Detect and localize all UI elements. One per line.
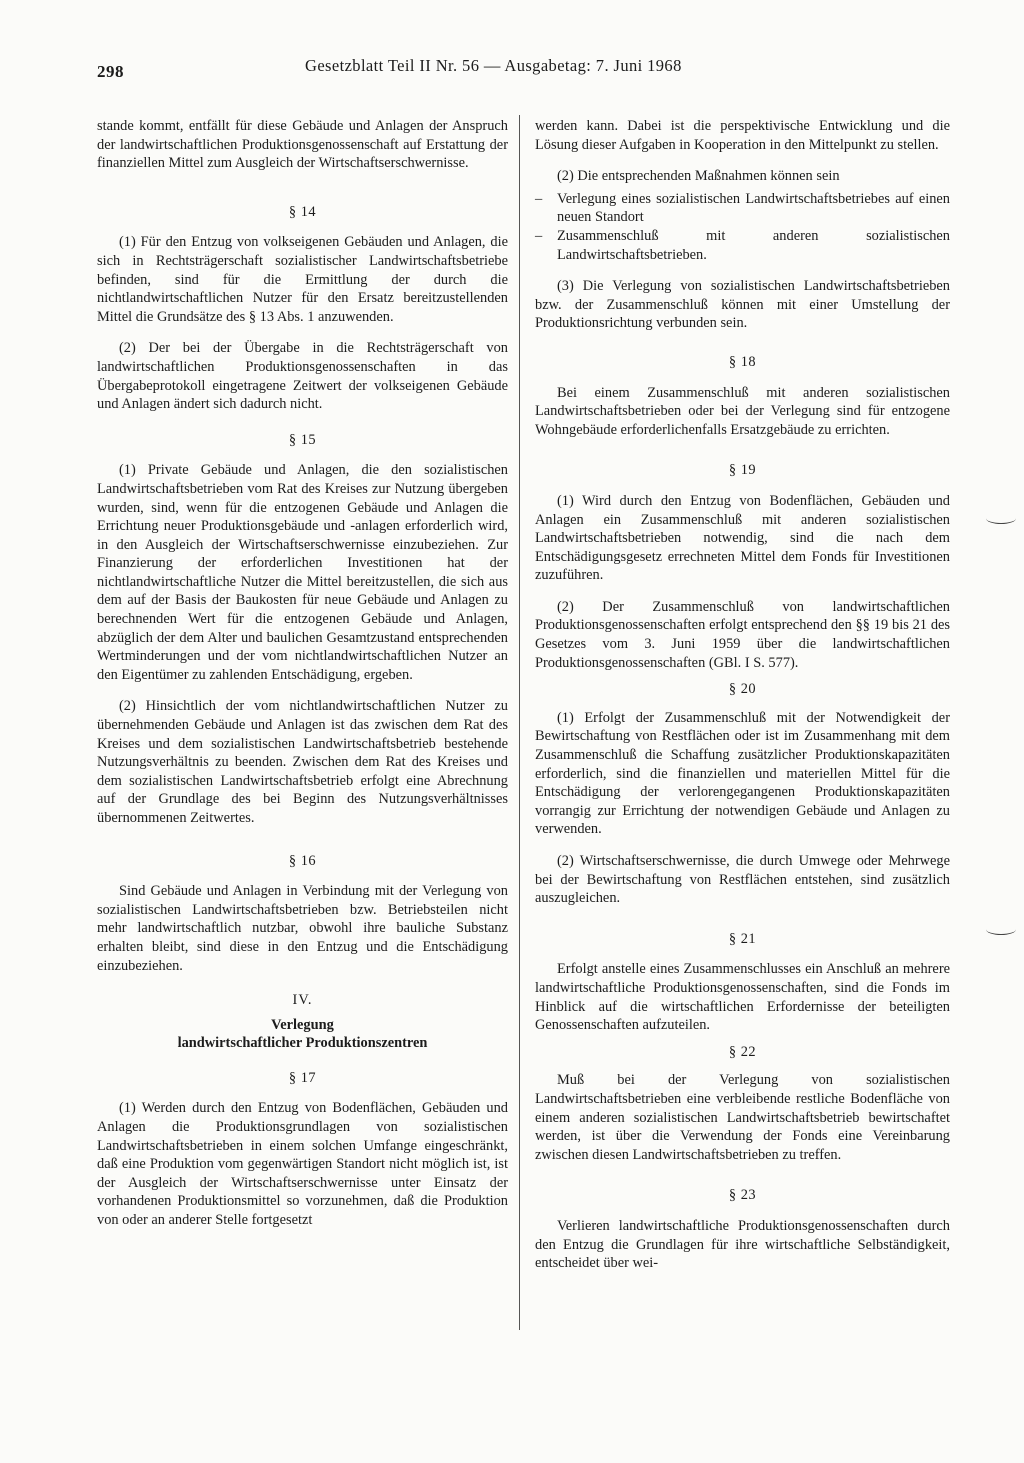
paragraph: (1) Werden durch den Entzug von Bodenflächen, Gebäuden und Anlagen die Produktionsgrundlagen von sozialistischen Landwirtschaftsbetrieben in einem solchen Umfange eingeschränkt, daß eine Produktion vom gegenwärtigen Standort nicht möglich ist, ist der Ausgleich der Wirtschaftserschwernisse unter Einsatz der vorhandenen Produktionsmittel so vorzunehmen, daß die Produktion von oder an anderer Stelle fortgesetzt xyxy=(97,1100,508,1228)
list-item: – Zusammenschluß mit anderen sozialistischen Landwirtschaftsbetrieben. xyxy=(535,227,950,264)
paragraph: Muß bei der Verlegung von sozialistischen Landwirtschaftsbetrieben eine verbleibende restliche Bodenfläche von einem anderen sozialistischen Landwirtschaftsbetrieb bewirtschaftet werden, ist über die Verwendung der Fonds eine Vereinbarung zwischen diesen Landwirtschaftsbetrieben zu treffen. xyxy=(535,1072,950,1163)
paragraph: (2) Der Zusammenschluß von landwirtschaftlichen Produktionsgenossenschaften erfolgt entsprechend den §§ 19 bis 21 des Gesetzes vom 3. Juni 1959 über die landwirtschaftlichen Produktionsgenossenschaften (GBl. I S. 577). xyxy=(535,598,950,671)
measures-list xyxy=(535,190,950,264)
section-heading-22: § 22 xyxy=(728,1043,757,1060)
paragraph: stande kommt, entfällt für diese Gebäude und Anlagen der Anspruch der landwirtschaftlichen Produktionsgenossenschaft auf Erstattung der finanziellen Mittel zum Ausgleich der Wirtschaftserschwernisse. xyxy=(97,118,508,172)
paragraph: (1) Private Gebäude und Anlagen, die den sozialistischen Landwirtschaftsbetrieben vom Rat des Kreises zur Nutzung übergeben wurden, sind, wenn für die entzogenen Gebäude und Anlagen die Errichtung neuer Produktionsgebäude und -anlagen erforderlich wird, in den Ausgleich der Wirtschaftserschwernisse einzubeziehen. Zur Finanzierung der erforderlichen Investitionen hat der nichtlandwirtschaftliche Nutzer die Mittel bereitzustellen, die sich aus dem auf der Basis der Baukosten für neue Gebäude und Anlagen zu berechnenden Wert für die entzogenen Gebäude und Anlagen, abzüglich der dem Alter und baulichen Gesamtzustand entsprechenden Wertminderungen und der vom nichtlandwirtschaftlichen Nutzer an den Eigentümer zu zahlenden Entschädigung, ergeben. xyxy=(97,462,508,683)
paragraph: (2) Der bei der Übergabe in die Rechtsträgerschaft von landwirtschaftlichen Produktionsgenossenschaften in das Übergabeprotokoll eingetragene Zeitwert der volkseigenen Gebäude und Anlagen ändert sich dadurch nicht. xyxy=(97,340,508,413)
paragraph: (1) Erfolgt der Zusammenschluß mit der Notwendigkeit der Bewirtschaftung von Restflächen oder ist im Zusammenhang mit dem Zusammenschluß die Schaffung zusätzlicher Produktionskapazitäten erforderlich, sind die finanziellen und materiellen Mittel für die Entschädigung der verlorengegangenen Produktionskapazitäten vorrangig zur Errichtung der notwendigen Gebäude und Anlagen zu verwenden. xyxy=(535,709,950,838)
paragraph: Sind Gebäude und Anlagen in Verbindung mit der Verlegung von sozialistischen Landwirtschaftsbetrieben bzw. Betriebsteilen nicht mehr landwirtschaftlich nutzbar, obwohl ihre bauliche Substanz erhalten bleibt, sind diese in den Entzug und die Entschädigung einzubeziehen. xyxy=(97,883,508,974)
section-heading-19: § 19 xyxy=(728,462,757,479)
paragraph: (1) Wird durch den Entzug von Bodenflächen, Gebäuden und Anlagen ein Zusammenschluß mit anderen sozialistischen Landwirtschaftsbetrieben notwendig, sind die nach dem Entschädigungsgesetz errechneten Mittel dem Fonds für Investitionen zuzuführen. xyxy=(535,492,950,584)
section-heading-18: § 18 xyxy=(728,353,757,370)
section-heading-23: § 23 xyxy=(728,1187,757,1204)
paragraph: (2) Wirtschaftserschwernisse, die durch Umwege oder Mehrwege bei der Bewirtschaftung von Restflächen entstehen, sind zusätzlich auszugleichen. xyxy=(535,853,950,907)
section-heading-20: § 20 xyxy=(728,681,757,698)
part-numeral: IV. xyxy=(292,992,313,1009)
paragraph: Erfolgt anstelle eines Zusammenschlusses ein Anschluß an mehrere landwirtschaftliche Produktionsgenossenschaften, sind die Fonds im Hinblick auf die wirtschaftlichen Erfordernisse der beteiligten Genossenschaften aufzuteilen. xyxy=(535,961,950,1034)
list-item: – Verlegung eines sozialistischen Landwirtschaftsbetriebes auf einen neuen Standort xyxy=(535,190,950,227)
paragraph: (2) Die entsprechenden Maßnahmen können sein xyxy=(557,168,840,185)
left-column xyxy=(97,117,508,1337)
paragraph: Verlieren landwirtschaftliche Produktionsgenossenschaften durch den Entzug die Grundlagen für ihre wirtschaftliche Selbständigkeit, entscheidet über wei- xyxy=(535,1217,950,1272)
paragraph: (3) Die Verlegung von sozialistischen Landwirtschaftsbetrieben bzw. der Zusammenschluß können mit einer Umstellung der Produktionsrichtung verbunden sein. xyxy=(535,278,950,332)
section-heading-16: § 16 xyxy=(288,852,317,869)
section-heading-17: § 17 xyxy=(288,1069,317,1086)
paragraph: Bei einem Zusammenschluß mit anderen sozialistischen Landwirtschaftsbetrieben oder bei der Verlegung sind für entzogene Wohngebäude erforderlichenfalls Ersatzgebäude zu errichten. xyxy=(535,384,950,438)
section-heading-14: § 14 xyxy=(288,203,317,220)
right-column xyxy=(535,117,950,1337)
section-heading-21: § 21 xyxy=(728,930,757,947)
page-header xyxy=(97,56,957,86)
page-number: 298 xyxy=(97,62,124,81)
part-title-line-1: Verlegung xyxy=(271,1016,334,1033)
paragraph: (1) Für den Entzug von volkseigenen Gebäuden und Anlagen, die sich in Rechtsträgerschaft sozialistischer Landwirtschaftsbetriebe befinden, sind für die Ermittlung der durch die nichtlandwirtschaftlichen Nutzer für den Ersatz bereitzustellenden Mittel die Grundsätze des § 13 Abs. 1 anzuwenden. xyxy=(97,234,508,325)
part-title-line-2: landwirtschaftlicher Produktionszentren xyxy=(177,1034,428,1051)
section-heading-15: § 15 xyxy=(288,431,317,448)
margin-mark xyxy=(986,924,1016,935)
margin-mark xyxy=(986,513,1016,524)
column-divider xyxy=(519,115,520,1330)
header-title: Gesetzblatt Teil II Nr. 56 — Ausgabetag: 7. Juni 1968 xyxy=(305,56,682,75)
paragraph: (2) Hinsichtlich der vom nichtlandwirtschaftlichen Nutzer zu übernehmenden Gebäude und Anlagen ist das zwischen dem Rat des Kreises und dem sozialistischen Landwirtschaftsbetrieb bestehende Nutzungsverhältnis zu beenden. Zwischen dem Rat des Kreises und dem sozialistischen Landwirtschaftsbetrieb erfolgt eine Abrechnung auf der Grundlage des bei Beginn des Nutzungsverhältnisses übernommenen Zeitwertes. xyxy=(97,698,508,826)
paragraph: werden kann. Dabei ist die perspektivische Entwicklung und die Lösung dieser Aufgaben in Kooperation in den Mittelpunkt zu stellen. xyxy=(535,118,950,153)
